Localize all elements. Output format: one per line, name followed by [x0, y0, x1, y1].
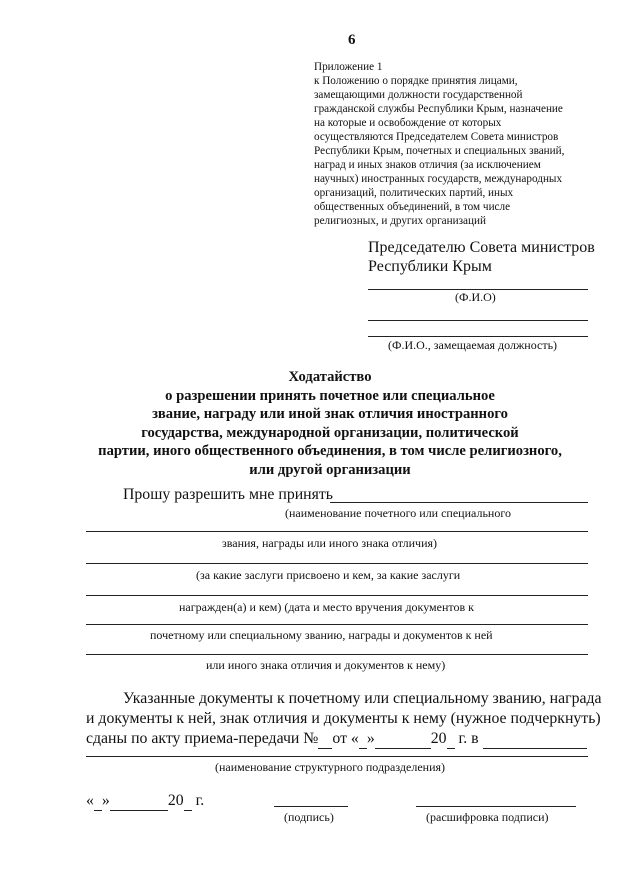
request-caption-4: награжден(а) и кем) (дата и место вручения документов к: [179, 600, 474, 614]
date-close: »: [101, 792, 110, 809]
award-name-field-line[interactable]: [330, 502, 588, 503]
act-year-field[interactable]: [447, 730, 455, 749]
act-prefix: сданы по акту приема-передачи №: [86, 730, 319, 747]
addressee-line: Республики Крым: [368, 258, 492, 275]
act-month-field[interactable]: [375, 730, 431, 749]
merit-field-line[interactable]: [86, 563, 588, 564]
documents-text-line-1: Указанные документы к почетному или специальному званию, награда: [123, 690, 602, 707]
unit-caption: (наименование структурного подразделения): [215, 760, 446, 774]
signature-decoding-caption: (расшифровка подписи): [426, 810, 549, 824]
title-line: о разрешении принять почетное или специальное: [165, 387, 495, 404]
act-year: 20: [430, 730, 447, 747]
act-place: г. в: [458, 730, 479, 747]
documents-field-line[interactable]: [86, 624, 588, 625]
appendix-line: гражданской службы Республики Крым, назначение: [314, 103, 563, 115]
appendix-line: на которые и освобождение от которых: [314, 117, 502, 129]
act-date-open: от «: [332, 730, 359, 747]
act-day-field[interactable]: [359, 730, 367, 749]
act-date-close: »: [366, 730, 375, 747]
signature-date: [86, 792, 204, 811]
awarded-by-field-line[interactable]: [86, 595, 588, 596]
title-line: Ходатайство: [288, 369, 372, 385]
addressee-line: Председателю Совета министров: [368, 239, 595, 256]
date-suffix: г.: [195, 792, 205, 809]
appendix-block: [314, 60, 604, 228]
sign-day-field[interactable]: [94, 792, 102, 811]
appendix-line: Приложение 1: [314, 61, 383, 73]
page-number: 6: [348, 32, 356, 48]
appendix-line: организаций, политических партий, иных: [314, 187, 514, 199]
fio-position-caption: (Ф.И.О., замещаемая должность): [388, 338, 558, 352]
act-unit-field[interactable]: [483, 730, 587, 749]
date-open: «: [86, 792, 94, 809]
appendix-line: религиозных, и других организаций: [314, 215, 486, 227]
document-title: [60, 368, 600, 480]
appendix-line: научных) иностранных государств, международных: [314, 173, 563, 185]
request-lead: Прошу разрешить мне принять: [123, 486, 333, 503]
title-line: государства, международной организации, политической: [141, 424, 519, 441]
title-line: или другой организации: [249, 461, 411, 478]
addressee-block: [368, 238, 595, 276]
unit-field-line[interactable]: [86, 756, 588, 757]
sign-year-field[interactable]: [184, 792, 192, 811]
title-line: партии, иного общественного объединения, в том числе религиозного,: [98, 443, 562, 460]
sign-documents-field-line[interactable]: [86, 654, 588, 655]
signature-field-line[interactable]: [274, 806, 348, 807]
title-line: звание, награду или иной знак отличия иностранного: [152, 406, 508, 423]
sign-month-field[interactable]: [110, 792, 168, 811]
documents-text-line-3: [86, 730, 587, 749]
appendix-line: общественных объединений, в том числе: [314, 201, 511, 213]
fio-caption: (Ф.И.О): [455, 290, 496, 304]
appendix-line: к Положению о порядке принятия лицами,: [314, 75, 518, 87]
date-year: 20: [167, 792, 184, 809]
appendix-line: Республики Крым, почетных и специальных званий,: [314, 145, 565, 157]
request-caption-5: почетному или специальному званию, награды и документов к ней: [150, 628, 493, 642]
appendix-line: наград и иных знаков отличия (за исключением: [314, 159, 541, 171]
award-field-line-2[interactable]: [86, 531, 588, 532]
appendix-line: осуществляются Председателем Совета министров: [314, 131, 559, 143]
request-caption-6: или иного знака отличия и документов к нему): [206, 658, 446, 672]
fio-position-field-line-1[interactable]: [368, 320, 588, 321]
request-caption-1: (наименование почетного или специального: [285, 506, 511, 520]
act-number-field[interactable]: [318, 730, 332, 749]
fio-position-field-line-2[interactable]: [368, 336, 588, 337]
documents-text-line-2: и документы к ней, знак отличия и документы к нему (нужное подчеркнуть): [86, 710, 601, 727]
request-caption-2: звания, награды или иного знака отличия): [222, 536, 438, 550]
signature-caption: (подпись): [284, 810, 334, 824]
request-caption-3: (за какие заслуги присвоено и кем, за какие заслуги: [196, 568, 461, 582]
appendix-line: замещающими должности государственной: [314, 89, 523, 101]
signature-decoding-field-line[interactable]: [416, 806, 576, 807]
